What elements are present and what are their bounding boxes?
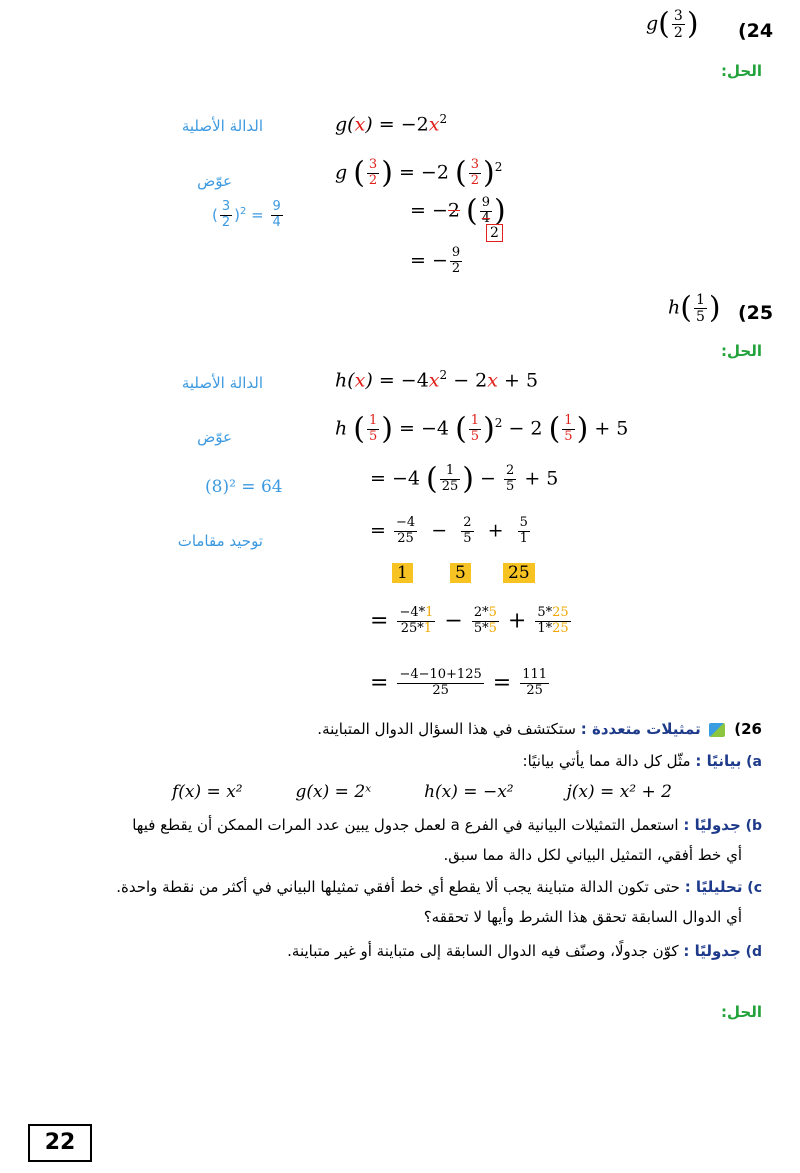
q25-eq4: = $\frac{-4}{25}$ − $\frac{2}{5}$ + $\frac{5}{1}$: [370, 515, 528, 546]
q24-boxed-value: 2: [486, 224, 503, 242]
q24-header: g( $\frac{3}{2}$ ): [646, 6, 699, 42]
q26-part-a: a) بيانيًا : مثّل كل دالة مما يأتي بيانيًا:: [522, 752, 762, 770]
q25-eq3: = −4 ( $\frac{1}{25}$ ) − $\frac{2}{5}$ + 5: [370, 461, 559, 497]
function-g: g(x) = 2ˣ: [295, 782, 372, 802]
q25-number: (25: [738, 302, 774, 324]
q26-solution-label: الحل:: [721, 1003, 762, 1021]
q25-eq2: h ( $\frac{1}{5}$ ) = −4 ( $\frac{1}{5}$ )$^2$ − 2 ( $\frac{1}{5}$ ) + 5: [335, 411, 629, 447]
q25-note-lcd: توحيد مقامات: [177, 532, 263, 550]
page-number: 22: [28, 1124, 92, 1162]
q26-part-c-line2: أي الدوال السابقة تحقق هذا الشرط وأيها لا تحققه؟: [423, 908, 742, 926]
function-f: f(x) = x²: [172, 782, 243, 802]
q25-note-original: الدالة الأصلية: [181, 374, 263, 392]
q26-part-c: c) تحليليًا : حتى تكون الدالة متباينة يجب ألا يقطع أي خط أفقي تمثيلها البياني في أكثر من نقطة واحدة.: [116, 878, 762, 896]
multiple-representations-icon: [709, 723, 725, 737]
q24-eq2: g ( $\frac{3}{2}$ ) = −2 ( $\frac{3}{2}$ )$^2$: [335, 155, 503, 191]
q25-note-substitute: عوّض: [197, 428, 232, 446]
q25-header: h( $\frac{1}{5}$ ): [668, 290, 721, 326]
q24-note-original: الدالة الأصلية: [181, 117, 263, 135]
q24-solution-label: الحل:: [721, 62, 762, 80]
q25-eq6: = $\frac{-4-10+125}{25}$ = $\frac{111}{25}$: [370, 667, 548, 698]
q25-solution-label: الحل:: [721, 342, 762, 360]
q24-eq4: = − $\frac{9}{2}$: [410, 245, 461, 276]
q24-note-substitute: عوّض: [197, 172, 232, 190]
q24-eq3: = −2 ( $\frac{9}{4}$ ): [410, 193, 506, 229]
q26-functions: [172, 782, 672, 802]
q26-part-d: d) جدوليًا : كوّن جدولًا، وصنّف فيه الدوال السابقة إلى متباينة أو غير متباينة.: [287, 942, 762, 960]
function-j: j(x) = x² + 2: [566, 782, 672, 802]
q25-eq1: $h(x) = -4x^2 - 2x + 5$: [335, 368, 539, 392]
q26-part-b-line2: أي خط أفقي، التمثيل البياني لكل دالة مما سبق.: [443, 846, 742, 864]
q26-part-b: b) جدوليًا : استعمل التمثيلات البيانية في الفرع a لعمل جدول يبين عدد المرات الممكن أن يقطع فيها: [132, 816, 762, 834]
q24-eq1: $g(x) = -2x^2$: [335, 112, 448, 136]
q24-note-square: ( $\frac{3}{2}$ )$^2$ = $\frac{9}{4}$: [212, 199, 281, 230]
q26-header: 26) تمثيلات متعددة : ستكتشف في هذا السؤال الدوال المتباينة.: [317, 720, 762, 738]
lcd-factor-25: 25: [503, 563, 535, 583]
q25-note-square: (8)² = 64: [205, 477, 283, 497]
q24-number: (24: [738, 20, 774, 42]
lcd-factor-1: 1: [392, 563, 413, 583]
q25-eq5: = $\frac{-4*1}{25*1}$ − $\frac{2*5}{5*5}$ + $\frac{5*25}{1*25}$: [370, 605, 569, 636]
lcd-factor-5: 5: [450, 563, 471, 583]
function-h: h(x) = −x²: [424, 782, 514, 802]
